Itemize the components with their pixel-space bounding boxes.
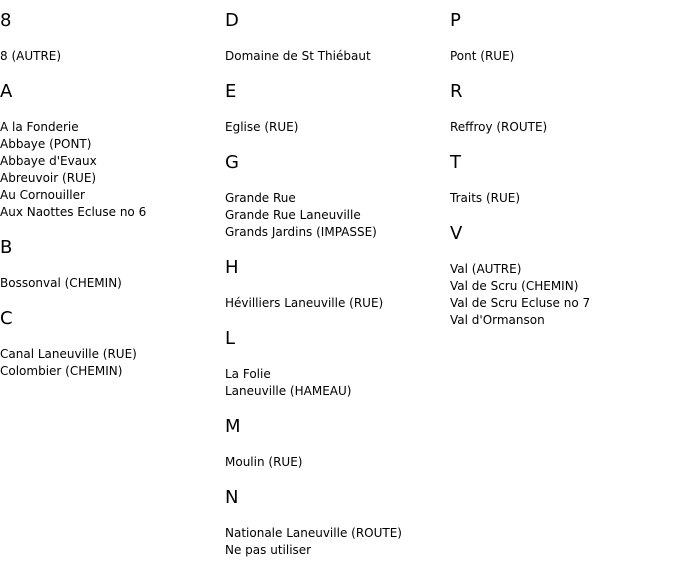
letter-heading: A [0, 81, 13, 102]
street-link[interactable]: Pont (RUE) [450, 49, 515, 63]
letter-group [225, 414, 445, 471]
street-list [450, 190, 670, 207]
letter-heading: 8 [0, 10, 12, 31]
street-link[interactable]: Abreuvoir (RUE) [0, 171, 97, 185]
letter-group [0, 306, 220, 380]
street-link[interactable]: Val de Scru Ecluse no 7 [450, 296, 591, 310]
street-link[interactable]: Eglise (RUE) [225, 120, 299, 134]
street-list [225, 454, 445, 471]
street-list [450, 261, 670, 329]
street-link[interactable]: Aux Naottes Ecluse no 6 [0, 205, 147, 219]
street-link[interactable]: Val d'Ormanson [450, 313, 545, 327]
letter-heading: T [450, 152, 461, 173]
street-link[interactable]: La Folie [225, 367, 271, 381]
letter-heading: C [0, 308, 13, 329]
index-column-2 [225, 8, 445, 573]
letter-group [0, 79, 220, 221]
street-link[interactable]: Grands Jardins (IMPASSE) [225, 225, 377, 239]
street-link[interactable]: A la Fonderie [0, 120, 79, 134]
street-link[interactable]: 8 (AUTRE) [0, 49, 62, 63]
street-list [225, 295, 445, 312]
street-list [0, 48, 220, 65]
street-link[interactable]: Colombier (CHEMIN) [0, 364, 123, 378]
street-list [450, 119, 670, 136]
street-link[interactable]: Nationale Laneuville (ROUTE) [225, 526, 402, 540]
street-link[interactable]: Val (AUTRE) [450, 262, 522, 276]
street-link[interactable]: Laneuville (HAMEAU) [225, 384, 352, 398]
letter-group [225, 255, 445, 312]
letter-heading: V [450, 223, 463, 244]
letter-heading: P [450, 10, 461, 31]
street-link[interactable]: Au Cornouiller [0, 188, 85, 202]
street-link[interactable]: Val de Scru (CHEMIN) [450, 279, 579, 293]
letter-group [225, 485, 445, 559]
street-list [225, 119, 445, 136]
street-link[interactable]: Domaine de St Thiébaut [225, 49, 371, 63]
street-link[interactable]: Grande Rue Laneuville [225, 208, 361, 222]
street-link[interactable]: Reffroy (ROUTE) [450, 120, 548, 134]
letter-group [0, 235, 220, 292]
street-link[interactable]: Grande Rue [225, 191, 296, 205]
street-link[interactable]: Bossonval (CHEMIN) [0, 276, 122, 290]
letter-group [0, 8, 220, 65]
letter-heading: E [225, 81, 237, 102]
letter-group [450, 79, 670, 136]
street-list [225, 48, 445, 65]
street-list [450, 48, 670, 65]
street-link[interactable]: Moulin (RUE) [225, 455, 303, 469]
letter-group [450, 8, 670, 65]
street-link[interactable]: Abbaye (PONT) [0, 137, 92, 151]
letter-heading: G [225, 152, 239, 173]
street-list [0, 346, 220, 380]
letter-heading: L [225, 328, 236, 349]
street-list [225, 366, 445, 400]
street-list [0, 119, 220, 221]
street-link[interactable]: Abbaye d'Evaux [0, 154, 97, 168]
letter-group [450, 150, 670, 207]
street-link[interactable]: Canal Laneuville (RUE) [0, 347, 137, 361]
letter-group [225, 150, 445, 241]
letter-heading: H [225, 257, 239, 278]
index-column-1 [0, 8, 220, 394]
letter-group [225, 8, 445, 65]
street-list [225, 525, 445, 559]
letter-heading: N [225, 487, 239, 508]
index-column-3 [450, 8, 670, 343]
street-link[interactable]: Ne pas utiliser [225, 543, 312, 557]
letter-group [225, 79, 445, 136]
street-link[interactable]: Traits (RUE) [450, 191, 521, 205]
street-list [225, 190, 445, 241]
street-link[interactable]: Hévilliers Laneuville (RUE) [225, 296, 384, 310]
street-list [0, 275, 220, 292]
letter-heading: D [225, 10, 239, 31]
letter-heading: B [0, 237, 13, 258]
letter-heading: M [225, 416, 241, 437]
letter-group [225, 326, 445, 400]
letter-group [450, 221, 670, 329]
letter-heading: R [450, 81, 463, 102]
